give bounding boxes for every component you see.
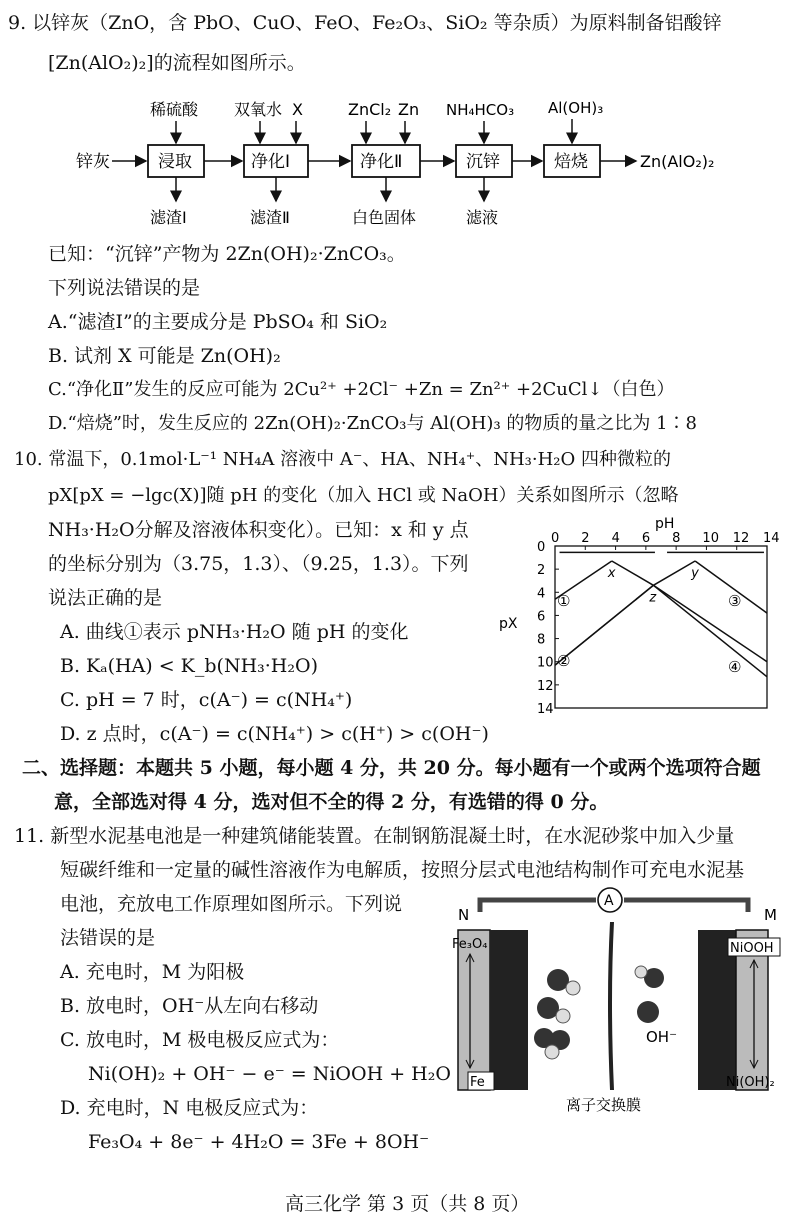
ion-cluster-right-2 <box>637 1001 659 1023</box>
right-top-label: NiOOH <box>730 941 774 956</box>
left-top-label: Fe₃O₄ <box>452 937 488 952</box>
y-tick-label: 6 <box>537 609 546 625</box>
flow-end: Zn(AlO₂)₂ <box>640 152 715 171</box>
q10-stem-3: NH₃·H₂O分解及溶液体积变化）。已知：x 和 y 点 <box>48 519 469 541</box>
flow-input-6: NH₄HCO₃ <box>446 101 515 119</box>
q9-known: 已知：“沉锌”产物为 2Zn(OH)₂·ZnCO₃。 <box>48 243 406 265</box>
curve-label-1: ① <box>557 592 571 610</box>
q9-option-c: C.“净化Ⅱ”发生的反应可能为 2Cu²⁺ +2Cl⁻ +Zn = Zn²⁺ +2CuCl↓（白色） <box>48 379 675 400</box>
y-tick-label: 0 <box>537 540 546 555</box>
point-label-y: y <box>691 566 699 582</box>
flow-start: 锌灰 <box>76 152 110 172</box>
q10-px-ph-chart <box>499 516 785 718</box>
flow-input-3: X <box>292 100 303 119</box>
x-tick-label: 12 <box>732 531 750 546</box>
q11-stem-1: 11. 新型水泥基电池是一种建筑储能装置。在制钢筋混凝土时，在水泥砂浆中加入少量 <box>14 825 735 847</box>
chart-frame <box>555 546 767 708</box>
curve-4 <box>653 585 767 677</box>
q11-eq-c: Ni(OH)₂ + OH⁻ − e⁻ = NiOOH + H₂O <box>88 1063 451 1085</box>
q11-option-c: C. 放电时，M 极电极反应式为： <box>60 1029 340 1051</box>
ion-cluster-left-2 <box>537 997 570 1023</box>
electrode-m-label: M <box>764 906 777 924</box>
q11-option-b: B. 放电时，OH⁻从左向右移动 <box>60 995 319 1017</box>
q9-option-a: A.“滤渣Ⅰ”的主要成分是 PbSO₄ 和 SiO₂ <box>48 311 388 333</box>
x-tick-label: 14 <box>763 531 780 546</box>
flow-step-4: 沉锌 <box>466 152 500 172</box>
q10-stem-5: 说法正确的是 <box>48 587 163 609</box>
curve-label-2: ② <box>557 652 571 670</box>
flow-input-7: Al(OH)₃ <box>548 99 604 117</box>
flow-input-1: 稀硫酸 <box>150 100 199 119</box>
q9-stem-1: 9. 以锌灰（ZnO，含 PbO、CuO、FeO、Fe₂O₃、SiO₂ 等杂质）为原料制备铝酸锌 <box>8 12 722 34</box>
ammeter-label: A <box>604 893 614 909</box>
flow-output-3: 白色固体 <box>352 208 417 227</box>
y-tick-label: 2 <box>537 563 546 579</box>
curve-label-4: ④ <box>728 658 742 676</box>
left-electrode-carbon <box>490 930 528 1090</box>
q11-stem-4: 法错误的是 <box>60 927 156 949</box>
y-tick-label: 14 <box>537 702 554 717</box>
chart-ylabel: pX <box>499 616 518 632</box>
page-footer: 高三化学 第 3 页（共 8 页） <box>285 1193 530 1215</box>
ion-cluster-left-1 <box>547 969 580 995</box>
y-tick-label: 8 <box>537 632 546 648</box>
right-bottom-label: Ni(OH)₂ <box>726 1075 775 1090</box>
y-tick-label: 4 <box>537 586 546 602</box>
q10-stem-1: 10. 常温下，0.1mol·L⁻¹ NH₄A 溶液中 A⁻、HA、NH₄⁺、NH₃·H₂O 四种微粒的 <box>14 449 671 470</box>
x-tick-label: 0 <box>551 531 560 546</box>
flow-input-4: ZnCl₂ <box>348 100 392 119</box>
curve-3-b <box>555 561 695 665</box>
left-bottom-label: Fe <box>470 1075 485 1090</box>
q11-battery-diagram <box>448 890 788 1115</box>
flow-step-3: 净化Ⅱ <box>360 152 403 172</box>
q11-option-d: D. 充电时，N 电极反应式为： <box>60 1097 319 1119</box>
flow-step-2: 净化Ⅰ <box>251 152 291 172</box>
chart-xlabel: pH <box>655 516 675 532</box>
point-label-z: z <box>649 590 657 606</box>
q9-option-d: D.“焙烧”时，发生反应的 2Zn(OH)₂·ZnCO₃与 Al(OH)₃ 的物质的量之比为 1∶8 <box>48 413 698 434</box>
q9-flow-diagram <box>0 95 800 245</box>
left-electrode <box>458 930 490 1090</box>
q11-eq-d: Fe₃O₄ + 8e⁻ + 4H₂O = 3Fe + 8OH⁻ <box>88 1131 430 1153</box>
flow-output-2: 滤渣Ⅱ <box>250 208 290 227</box>
x-tick-label: 2 <box>581 531 590 546</box>
flow-input-2: 双氧水 <box>234 100 283 119</box>
ion-label: OH⁻ <box>646 1028 678 1046</box>
y-tick-label: 12 <box>537 678 554 694</box>
flow-output-4: 滤液 <box>466 208 499 227</box>
q9-stem-2: [Zn(AlO₂)₂]的流程如图所示。 <box>48 52 306 74</box>
flow-step-1: 浸取 <box>158 152 192 172</box>
q11-option-a: A. 充电时，M 为阳极 <box>60 961 245 983</box>
x-tick-label: 8 <box>672 531 681 546</box>
q9-ask: 下列说法错误的是 <box>48 277 201 299</box>
q10-option-c: C. pH = 7 时，c(A⁻) = c(NH₄⁺) <box>60 689 353 711</box>
membrane-label: 离子交换膜 <box>566 1096 642 1114</box>
x-tick-label: 10 <box>702 531 719 546</box>
ion-cluster-right-1 <box>635 966 664 988</box>
x-tick-label: 4 <box>611 531 620 546</box>
ion-cluster-left-3 <box>534 1028 570 1059</box>
q11-stem-2: 短碳纤维和一定量的碱性溶液作为电解质，按照分层式电池结构制作可充电水泥基 <box>60 859 745 881</box>
y-tick-label: 10 <box>537 655 554 671</box>
ion-exchange-membrane <box>608 922 614 1090</box>
q10-stem-2: pX[pX = −lgc(X)]随 pH 的变化（加入 HCl 或 NaOH）关系如图所示（忽略 <box>48 485 679 506</box>
q10-option-d: D. z 点时，c(A⁻) = c(NH₄⁺) > c(H⁺) > c(OH⁻) <box>60 723 489 745</box>
point-label-x: x <box>607 566 616 582</box>
curve-label-3: ③ <box>728 592 742 610</box>
q10-option-a: A. 曲线①表示 pNH₃·H₂O 随 pH 的变化 <box>60 621 409 643</box>
flow-input-5: Zn <box>398 100 420 119</box>
q11-stem-3: 电池，充放电工作原理如图所示。下列说 <box>60 893 403 915</box>
section2-line-1: 二、选择题：本题共 5 小题，每小题 4 分，共 20 分。每小题有一个或两个选项符合题 <box>22 757 761 779</box>
flow-step-5: 焙烧 <box>554 152 588 172</box>
flow-output-1: 滤渣Ⅰ <box>150 208 187 227</box>
q10-stem-4: 的坐标分别为（3.75，1.3）、（9.25，1.3）。下列 <box>48 553 469 575</box>
q9-option-b: B. 试剂 X 可能是 Zn(OH)₂ <box>48 345 281 367</box>
curve-1-b <box>612 561 767 662</box>
q10-option-b: B. Kₐ(HA) < K_b(NH₃·H₂O) <box>60 655 318 677</box>
electrode-n-label: N <box>458 906 470 924</box>
section2-line-2: 意，全部选对得 4 分，选对但不全的得 2 分，有选错的得 0 分。 <box>54 791 609 813</box>
x-tick-label: 6 <box>641 531 651 546</box>
